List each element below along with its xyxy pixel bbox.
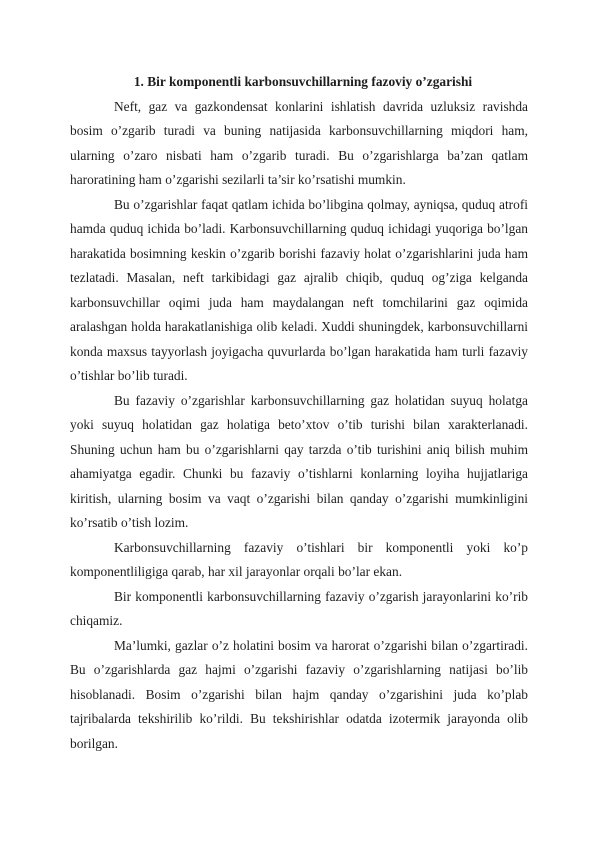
paragraph: Ma’lumki, gazlar o’z holatini bosim va harorat o’zgarishi bilan o’zgartiradi. Bu o’zgarishlarda gaz hajmi o’zgarishi fazaviy o’zgarishlarning natijasi bo’lib hisoblanadi. Bosim o’zgarishi bilan hajm qanday o’zgarishini juda ko’plab tajribalarda tekshirilib ko’rildi. Bu tekshirishlar odatda izotermik jarayonda olib borilgan. — [70, 637, 528, 751]
paragraph: Neft, gaz va gazkondensat konlarini ishlatish davrida uzluksiz ravishda bosim o’zgarib turadi va buning natijasida karbonsuvchillarning miqdori ham, ularning o’zaro nisbati ham o’zgarib turadi. Bu o’zgarishlarga ba’zan qatlam haroratining ham o’zgarishi sezilarli ta’sir ko’rsatishi mumkin. — [70, 98, 528, 187]
page-content — [70, 70, 528, 756]
paragraph: Karbonsuvchillarning fazaviy o’tishlari bir komponentli yoki ko’p komponentliligiga qarab, har xil jarayonlar orqali bo’lar ekan. — [70, 539, 528, 579]
paragraph: Bir komponentli karbonsuvchillarning fazaviy o’zgarish jarayonlarini ko’rib chiqamiz. — [70, 588, 528, 628]
paragraph: Bu fazaviy o’zgarishlar karbonsuvchillarning gaz holatidan suyuq holatga yoki suyuq holatidan gaz holatiga beto’xtov o’tib turishi bilan xarakterlanadi. Shuning uchun ham bu o’zgarishlarni qay tarzda o’tib turishini aniq bilish muhim ahamiyatga egadir. Chunki bu fazaviy o’tishlarni konlarning loyiha hujjatlariga kiritish, ularning bosim va vaqt o’zgarishi bilan qanday o’zgarishi mumkinligini ko’rsatib o’tish lozim. — [70, 392, 528, 530]
section-title: 1. Bir komponentli karbonsuvchillarning fazoviy o’zgarishi — [133, 74, 473, 89]
paragraph: Bu o’zgarishlar faqat qatlam ichida bo’libgina qolmay, ayniqsa, quduq atrofi hamda quduq ichida bo’ladi. Karbonsuvchillarning quduq ichidagi yuqoriga bo’lgan harakatida bosimning keskin o’zgarib borishi fazaviy holat o’zgarishlarini juda ham tezlatadi. Masalan, neft tarkibidagi gaz ajralib chiqib, quduq og’ziga kelganda karbonsuvchillar oqimi juda ham maydalangan neft tomchilarini gaz oqimida aralashgan holda harakatlanishiga olib keladi. Xuddi shuningdek, karbonsuvchillarni konda maxsus tayyorlash joyigacha quvurlarda bo’lgan harakatida ham turli fazaviy o’tishlar bo’lib turadi. — [70, 196, 528, 383]
